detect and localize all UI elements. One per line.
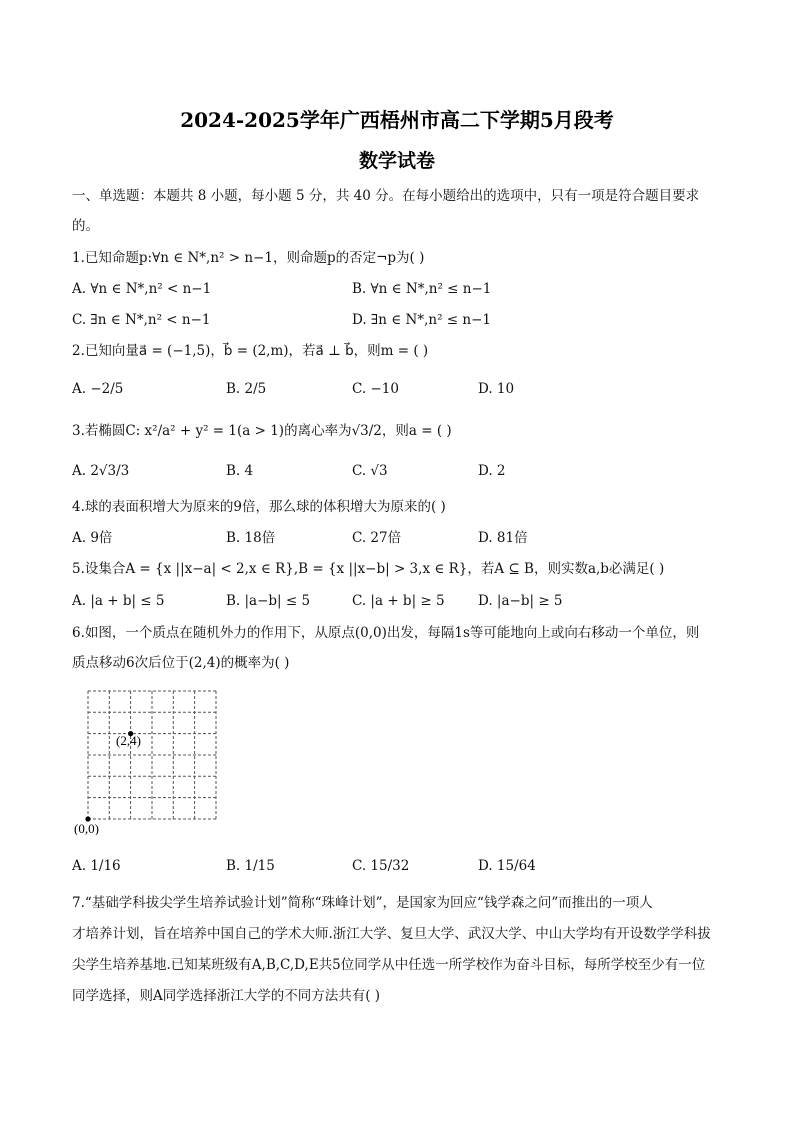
question-1-option-c: C. ∃n ∈ N*,n² < n−1 [72,312,211,328]
question-3-option-b: B. 4 [226,463,254,479]
question-2-option-c: C. −10 [352,381,399,397]
question-2-option-a: A. −2/5 [72,381,124,397]
question-5-option-a: A. |a + b| ≤ 5 [72,593,165,609]
target-point-label: (2,4) [116,733,141,748]
question-6-stem: 6.如图，一个质点在随机外力的作用下，从原点(0,0)出发，每隔1s等可能地向上或向右移动一个单位，则 [72,625,700,641]
question-2-option-d: D. 10 [478,381,515,397]
question-4-option-a: A. 9倍 [72,530,113,546]
section-heading: 一、单选题：本题共 8 小题，每小题 5 分，共 40 分。在每小题给出的选项中，只有一项是符合题目要求 [72,188,700,204]
question-6-option-d: D. 15/64 [478,858,536,874]
question-1-option-a: A. ∀n ∈ N*,n² < n−1 [72,281,212,297]
exam-title: 2024-2025学年广西梧州市高二下学期5月段考 [180,108,614,132]
question-1-stem: 1.已知命题p:∀n ∈ N*,n² > n−1，则命题p的否定¬p为( ) [72,250,425,266]
question-4-stem: 4.球的表面积增大为原来的9倍，那么球的体积增大为原来的( ) [72,499,446,515]
question-1-option-d: D. ∃n ∈ N*,n² ≤ n−1 [352,312,491,328]
question-7-stem: 7.“基础学科拔尖学生培养试验计划”简称“珠峰计划”，是国家为回应“钱学森之问”而推出的一项人 [72,895,653,911]
question-3-stem: 3.若椭圆C: x²/a² + y² = 1(a > 1)的离心率为√3/2，则a = ( ) [72,423,452,439]
question-4-option-b: B. 18倍 [226,530,276,546]
question-7-stem-cont-3: 同学选择，则A同学选择浙江大学的不同方法共有( ) [72,988,381,1004]
question-5-option-b: B. |a−b| ≤ 5 [226,593,311,609]
question-5-stem: 5.设集合A = {x ||x−a| < 2,x ∈ R},B = {x ||x−b| > 3,x ∈ R}，若A ⊆ B，则实数a,b必满足( ) [72,561,665,577]
question-3-option-a: A. 2√3/3 [72,463,130,479]
question-6-option-a: A. 1/16 [72,858,121,874]
question-1-option-b: B. ∀n ∈ N*,n² ≤ n−1 [352,281,492,297]
question-6-option-c: C. 15/32 [352,858,410,874]
question-5-option-d: D. |a−b| ≥ 5 [478,593,563,609]
question-4-option-d: D. 81倍 [478,530,528,546]
question-3-option-d: D. 2 [478,463,506,479]
exam-subtitle: 数学试卷 [358,150,435,172]
question-7-stem-cont-1: 才培养计划，旨在培养中国自己的学术大师.浙江大学、复旦大学、武汉大学、中山大学均有开设数学学科拔 [72,926,711,942]
section-heading-cont: 的。 [72,218,99,234]
question-2-stem: 2.已知向量a⃗ = (−1,5)，b⃗ = (2,m)，若a⃗ ⊥ b⃗，则m = ( ) [72,343,429,359]
origin-label: (0,0) [74,821,99,835]
question-7-stem-cont-2: 尖学生培养基地.已知某班级有A,B,C,D,E共5位同学从中任选一所学校作为奋斗目标，每所学校至少有一位 [72,957,706,973]
question-6-stem-cont: 质点移动6次后位于(2,4)的概率为( ) [72,655,290,671]
question-3-option-c: C. √3 [352,463,388,479]
dashed-grid [88,691,216,819]
question-4-option-c: C. 27倍 [352,530,402,546]
lattice-grid-svg [70,685,240,835]
question-2-option-b: B. 2/5 [226,381,267,397]
question-6-option-b: B. 1/15 [226,858,275,874]
lattice-figure [70,685,240,835]
question-5-option-c: C. |a + b| ≥ 5 [352,593,445,609]
